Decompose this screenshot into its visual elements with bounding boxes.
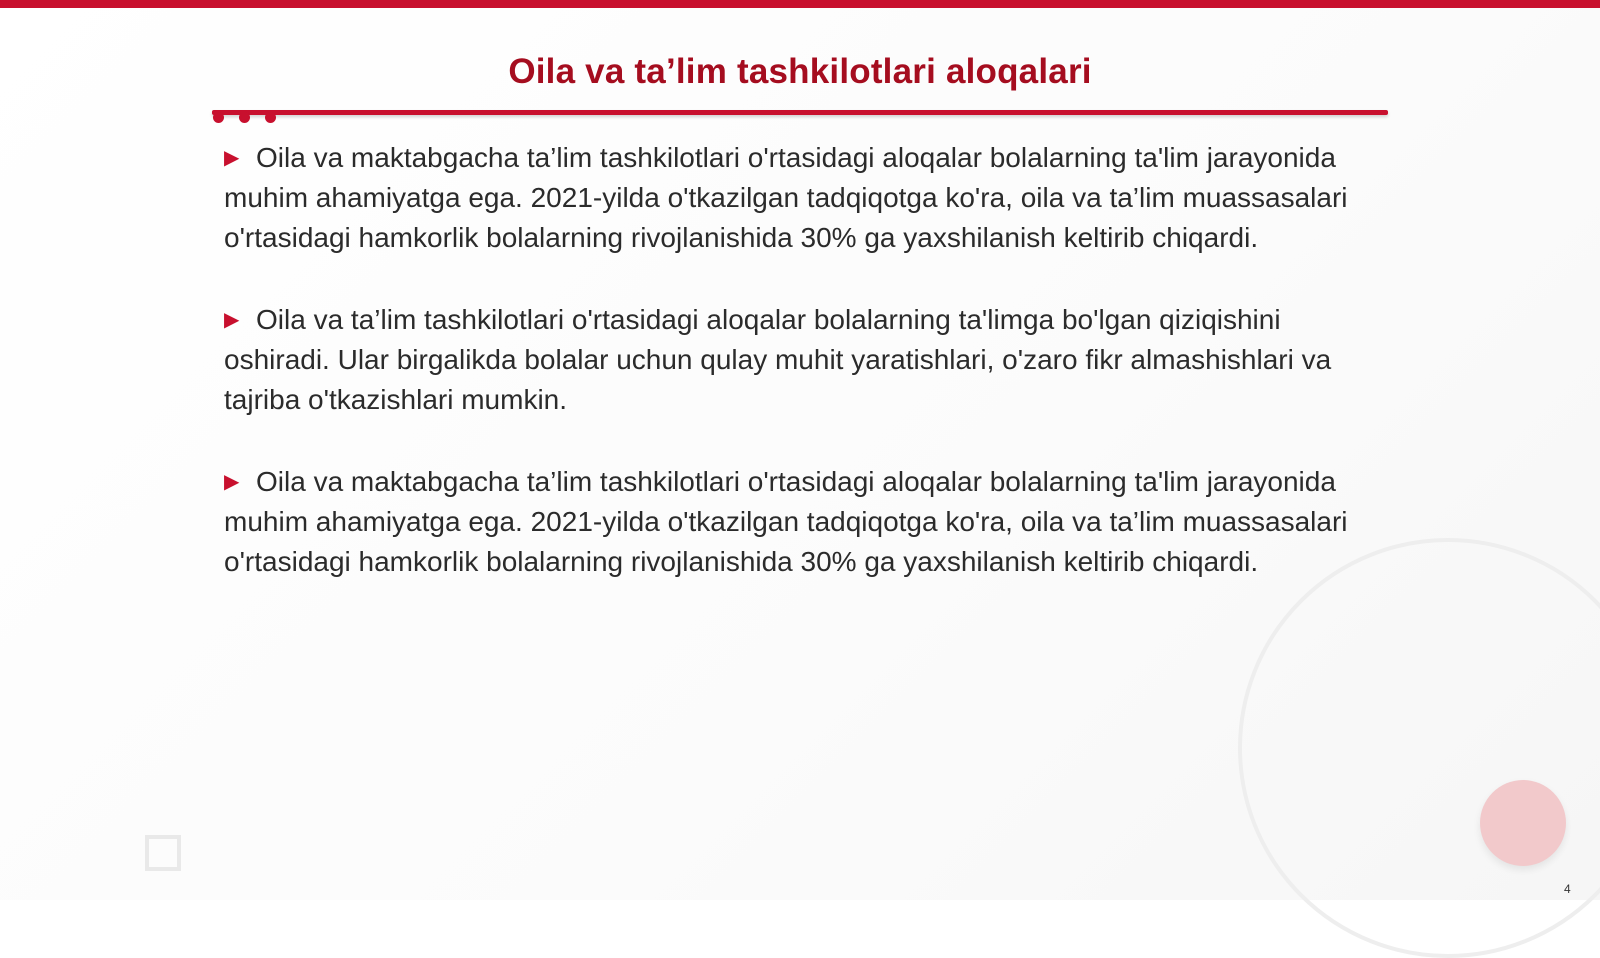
decorative-dot <box>239 112 250 123</box>
bullet-item <box>224 462 1374 582</box>
decorative-circle <box>1480 780 1566 866</box>
decorative-dot <box>265 112 276 123</box>
slide-number: 4 <box>1564 882 1571 896</box>
bullet-text: Oila va ta’lim tashkilotlari o'rtasidagi aloqalar bolalarning ta'limga bo'lgan qiziqishini oshiradi. Ular birgalikda bolalar uchun qulay muhit yaratishlari, o'zaro fikr almashishlari va tajriba o'tkazishlari mumkin. <box>224 304 1332 415</box>
top-accent-bar <box>0 0 1600 8</box>
bullet-list <box>224 138 1374 624</box>
triangle-right-icon: ▶ <box>224 471 240 493</box>
triangle-right-icon: ▶ <box>224 147 240 169</box>
decorative-square <box>145 835 181 871</box>
decorative-dot <box>213 112 224 123</box>
bullet-text: Oila va maktabgacha ta’lim tashkilotlari o'rtasidagi aloqalar bolalarning ta'lim jarayonida muhim ahamiyatga ega. 2021-yilda o'tkazilgan tadqiqotga ko'ra, oila va ta’lim muassasalari o'rtasidagi hamkorlik bolalarning rivojlanishida 30% ga yaxshilanish keltirib chiqardi. <box>224 466 1348 577</box>
bullet-text: Oila va maktabgacha ta’lim tashkilotlari o'rtasidagi aloqalar bolalarning ta'lim jarayonida muhim ahamiyatga ega. 2021-yilda o'tkazilgan tadqiqotga ko'ra, oila va ta’lim muassasalari o'rtasidagi hamkorlik bolalarning rivojlanishida 30% ga yaxshilanish keltirib chiqardi. <box>224 142 1348 253</box>
bullet-item <box>224 300 1374 420</box>
slide-title: Oila va ta’lim tashkilotlari aloqalari <box>508 52 1092 91</box>
triangle-right-icon: ▶ <box>224 309 240 331</box>
title-underline <box>212 110 1388 115</box>
bullet-item <box>224 138 1374 258</box>
